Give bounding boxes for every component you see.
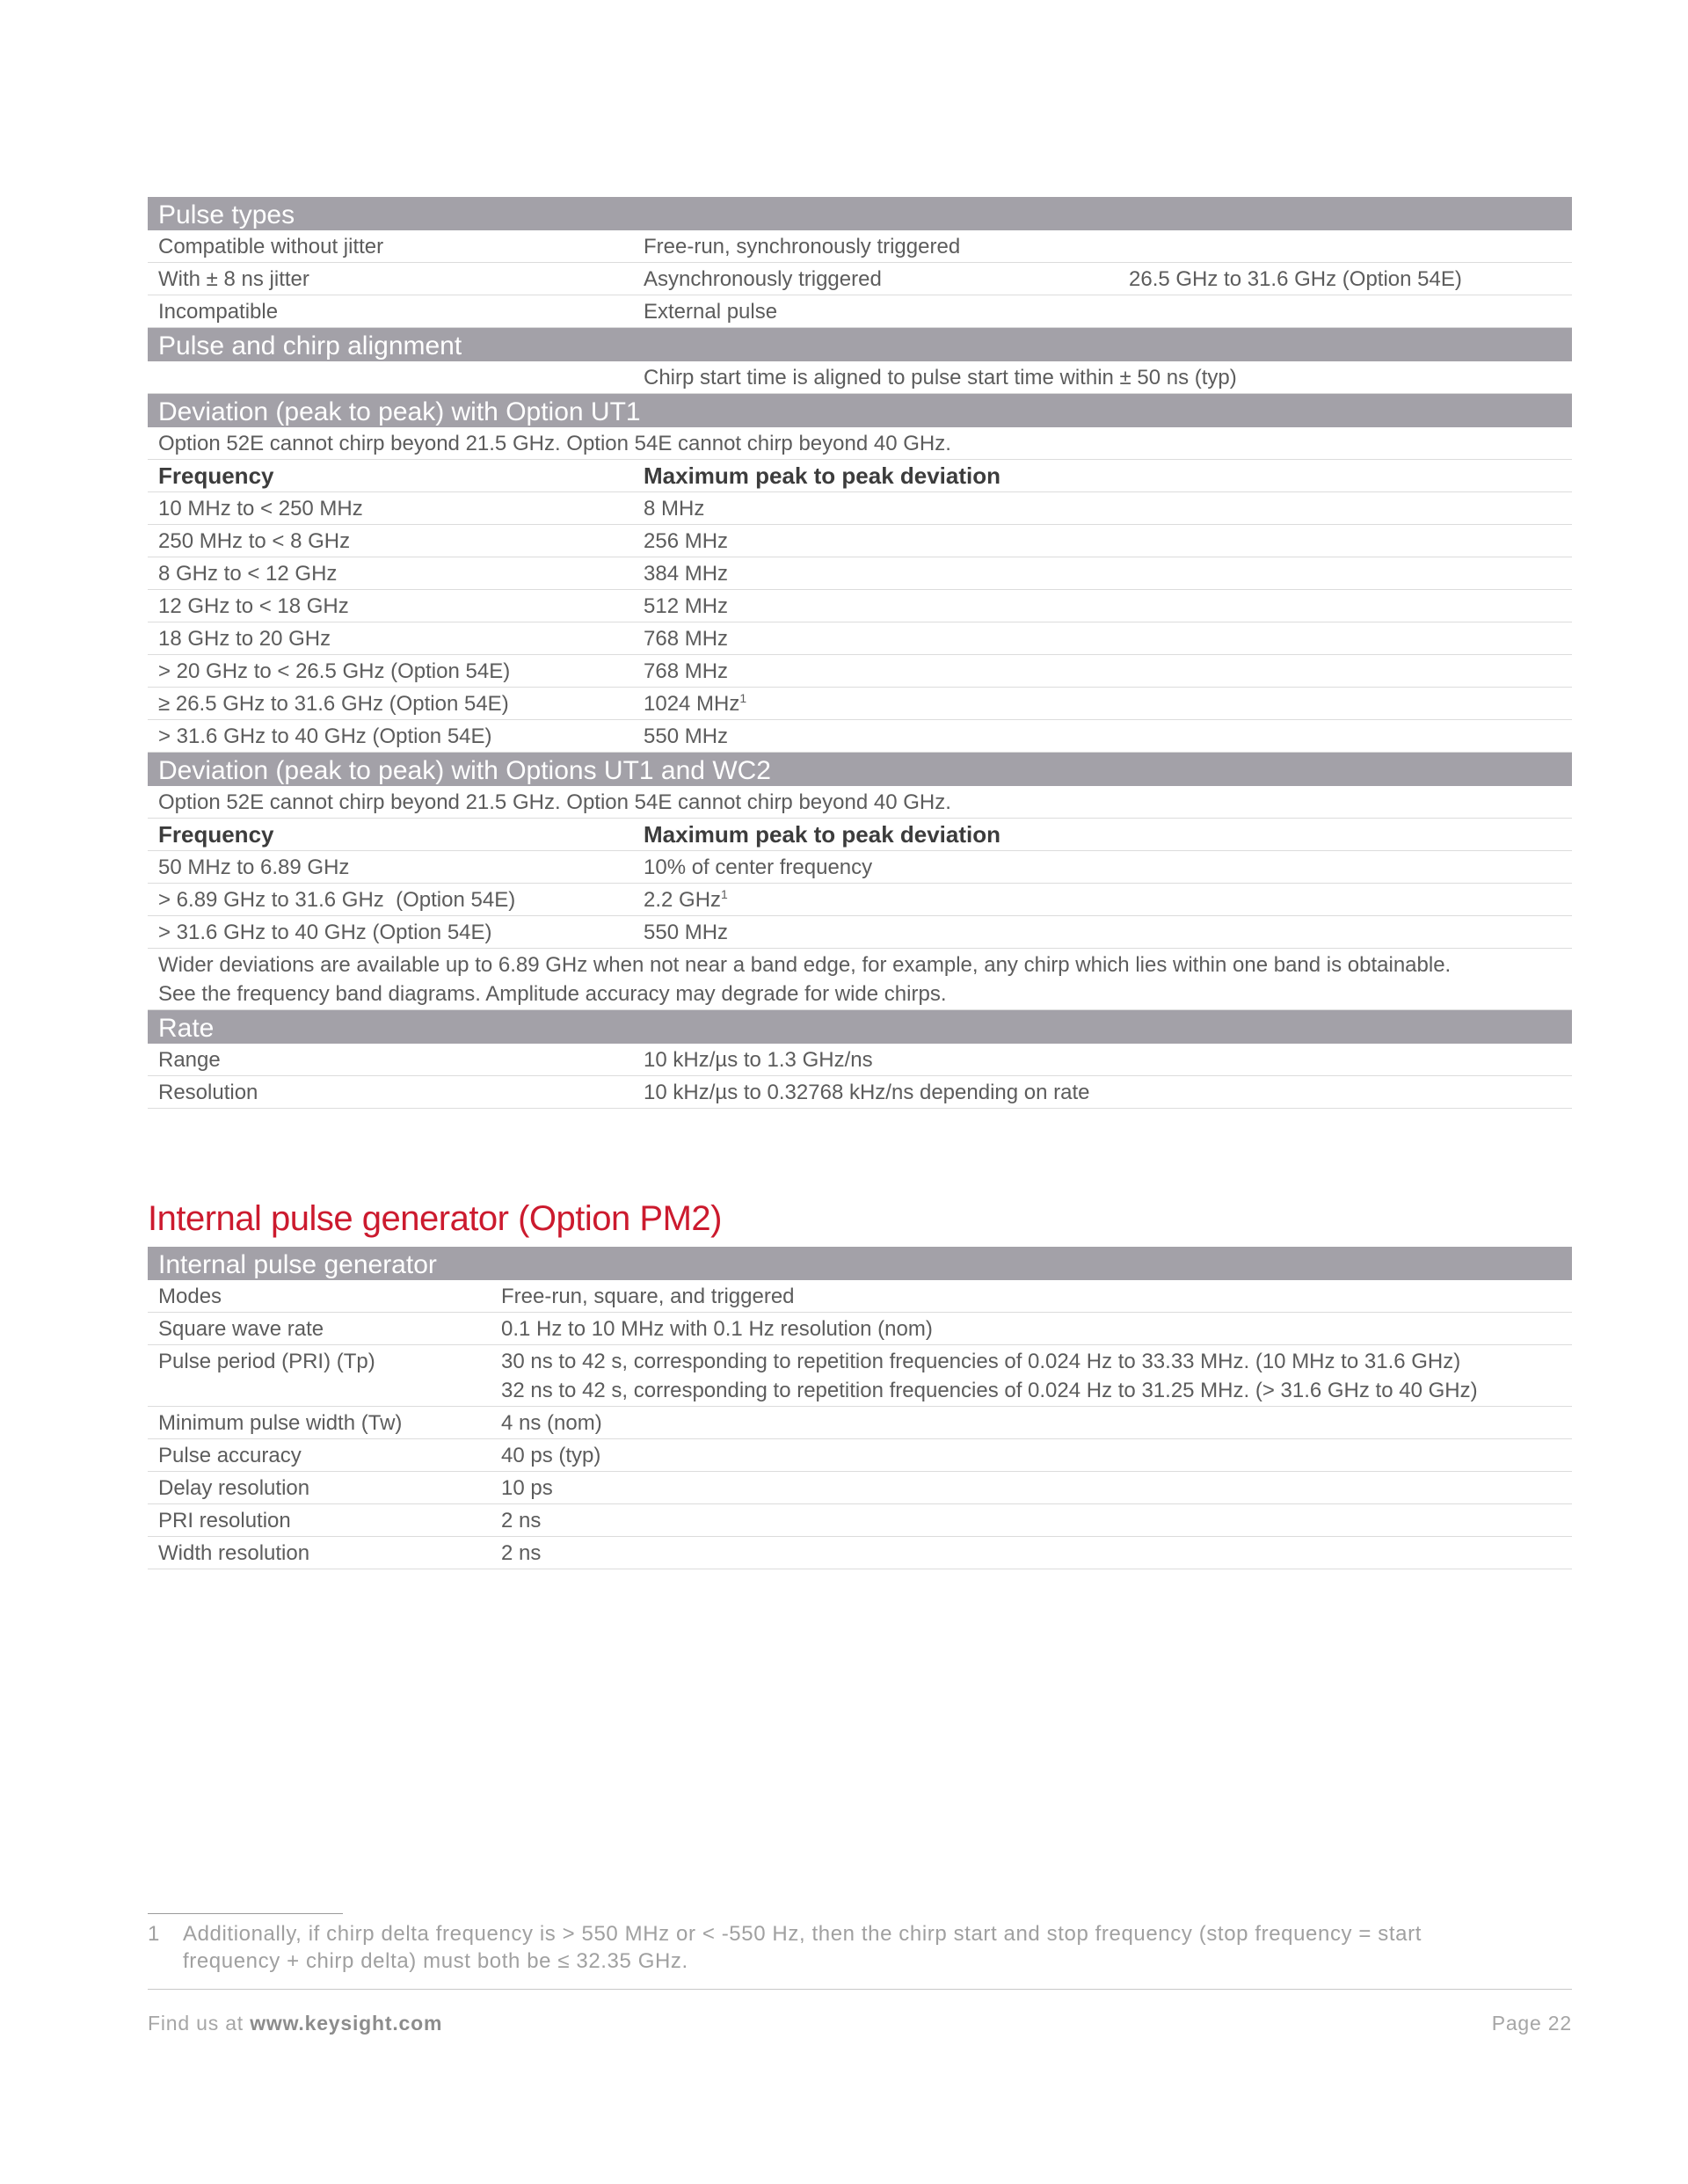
- section-header-pulse-types: Pulse types: [148, 197, 1572, 230]
- row-note: [1129, 295, 1572, 327]
- row-label: Compatible without jitter: [158, 235, 384, 258]
- pri-line: 32 ns to 42 s, corresponding to repetition frequencies of 0.024 Hz to 31.25 MHz. (> 31.6 GHz to 40 GHz): [501, 1379, 1478, 1402]
- row-label: 12 GHz to < 18 GHz: [158, 594, 349, 618]
- wide-deviation-note: [158, 950, 1572, 1009]
- footer-find-us: [148, 2012, 442, 2035]
- table-row: [148, 525, 1572, 557]
- row-label: PRI resolution: [158, 1509, 291, 1532]
- table-row: [148, 295, 1572, 328]
- table-note: [148, 427, 1572, 460]
- row-note: [1129, 230, 1572, 262]
- row-label: Incompatible: [158, 300, 279, 324]
- row-label: Pulse period (PRI) (Tp): [158, 1350, 375, 1373]
- row-value: External pulse: [644, 300, 778, 324]
- row-label: Square wave rate: [158, 1317, 324, 1341]
- table-header-row: [148, 819, 1572, 851]
- row-label: With ± 8 ns jitter: [158, 267, 309, 291]
- row-value: [644, 884, 1572, 915]
- row-label: Resolution: [158, 1081, 258, 1104]
- table-row: [148, 492, 1572, 525]
- note-line: Wider deviations are available up to 6.89 GHz when not near a band edge, for example, any chirp which lies within one band is obtainable.: [158, 953, 1452, 977]
- table-row: [148, 1044, 1572, 1076]
- table-row: [148, 655, 1572, 688]
- table-row: [148, 230, 1572, 263]
- row-value: 10 ps: [501, 1476, 553, 1500]
- row-value: Chirp start time is aligned to pulse start time within ± 50 ns (typ): [644, 366, 1237, 389]
- footnote-number: 1: [148, 1922, 160, 1946]
- row-value: 384 MHz: [644, 562, 729, 586]
- table-row: [148, 263, 1572, 295]
- row-value: 256 MHz: [644, 529, 729, 553]
- table-row: [148, 1472, 1572, 1504]
- row-label: 10 MHz to < 250 MHz: [158, 497, 363, 521]
- row-value: 4 ns (nom): [501, 1411, 602, 1435]
- table-row: [148, 1407, 1572, 1439]
- row-value: 768 MHz: [644, 659, 729, 683]
- row-label: > 31.6 GHz to 40 GHz (Option 54E): [158, 724, 492, 748]
- row-label: 250 MHz to < 8 GHz: [158, 529, 351, 553]
- value-text: 2.2 GHz: [644, 888, 722, 912]
- table-row: [148, 1076, 1572, 1109]
- column-header-frequency: Frequency: [158, 821, 274, 848]
- table-row: [148, 1313, 1572, 1345]
- table-row: [148, 688, 1572, 720]
- row-value: 512 MHz: [644, 594, 729, 618]
- row-label: 50 MHz to 6.89 GHz: [158, 855, 350, 879]
- row-value: Free-run, synchronously triggered: [644, 235, 961, 258]
- footer-divider: [148, 1989, 1572, 1990]
- row-value: Asynchronously triggered: [644, 267, 882, 291]
- note-text: Option 52E cannot chirp beyond 21.5 GHz. Option 54E cannot chirp beyond 40 GHz.: [158, 432, 951, 455]
- section-header-alignment: Pulse and chirp alignment: [148, 328, 1572, 361]
- table-row: [148, 1280, 1572, 1313]
- row-label: Modes: [158, 1285, 222, 1308]
- table-row: [148, 590, 1572, 622]
- row-label: Pulse accuracy: [158, 1444, 302, 1467]
- column-header-deviation: Maximum peak to peak deviation: [644, 462, 1001, 489]
- table-row: [148, 916, 1572, 949]
- value-text: 1024 MHz: [644, 692, 740, 716]
- website-link[interactable]: www.keysight.com: [250, 2012, 443, 2035]
- note-line: See the frequency band diagrams. Amplitude accuracy may degrade for wide chirps.: [158, 982, 947, 1006]
- row-value: 10 kHz/µs to 1.3 GHz/ns: [644, 1048, 873, 1072]
- find-us-label: Find us at: [148, 2012, 244, 2035]
- footnote-line: Additionally, if chirp delta frequency is > 550 MHz or < -550 Hz, then the chirp start and stop frequency (stop frequency = start: [183, 1922, 1422, 1946]
- row-value: 550 MHz: [644, 724, 729, 748]
- row-label: Range: [158, 1048, 221, 1072]
- note-text: Option 52E cannot chirp beyond 21.5 GHz. Option 54E cannot chirp beyond 40 GHz.: [158, 790, 951, 814]
- row-value: Free-run, square, and triggered: [501, 1285, 795, 1308]
- section-header-rate: Rate: [148, 1010, 1572, 1044]
- spec-tables: [148, 197, 1572, 1109]
- table-row: [148, 361, 1572, 394]
- row-value: 550 MHz: [644, 921, 729, 944]
- table-row: [148, 851, 1572, 884]
- row-value: [644, 688, 1572, 719]
- footnote-marker: 1: [721, 887, 728, 901]
- footnote: [148, 1920, 1572, 1975]
- row-label-empty: [158, 361, 644, 393]
- row-label: > 31.6 GHz to 40 GHz (Option 54E): [158, 921, 492, 944]
- table-row: [148, 1345, 1572, 1407]
- row-value: 8 MHz: [644, 497, 705, 521]
- row-value: 768 MHz: [644, 627, 729, 651]
- row-value: 10% of center frequency: [644, 855, 873, 879]
- row-label: 8 GHz to < 12 GHz: [158, 562, 338, 586]
- row-value: 10 kHz/µs to 0.32768 kHz/ns depending on rate: [644, 1081, 1090, 1104]
- row-label: > 20 GHz to < 26.5 GHz (Option 54E): [158, 659, 511, 683]
- row-value: [501, 1345, 1572, 1405]
- internal-pulse-table: [148, 1247, 1572, 1569]
- table-row: [148, 1504, 1572, 1537]
- table-row: [148, 1537, 1572, 1569]
- table-note: [148, 786, 1572, 819]
- footnote-text: [183, 1920, 1422, 1975]
- section-header-deviation-ut1: Deviation (peak to peak) with Option UT1: [148, 394, 1572, 427]
- row-value: 2 ns: [501, 1541, 542, 1565]
- table-row: [148, 557, 1572, 590]
- row-label: 18 GHz to 20 GHz: [158, 627, 331, 651]
- footnote-divider: [148, 1913, 343, 1914]
- row-value: 2 ns: [501, 1509, 542, 1532]
- table-row: [148, 622, 1572, 655]
- section-header-internal-pulse: Internal pulse generator: [148, 1247, 1572, 1280]
- row-label: Delay resolution: [158, 1476, 310, 1500]
- column-header-frequency: Frequency: [158, 462, 274, 489]
- table-note: [148, 949, 1572, 1010]
- table-row: [148, 720, 1572, 753]
- page-number: Page 22: [1491, 2012, 1572, 2035]
- section-title-internal-pulse: Internal pulse generator (Option PM2): [148, 1199, 722, 1238]
- column-header-deviation: Maximum peak to peak deviation: [644, 821, 1001, 848]
- row-note: 26.5 GHz to 31.6 GHz (Option 54E): [1129, 267, 1462, 291]
- row-label: > 6.89 GHz to 31.6 GHz (Option 54E): [158, 888, 516, 912]
- table-row: [148, 1439, 1572, 1472]
- row-label: ≥ 26.5 GHz to 31.6 GHz (Option 54E): [158, 692, 509, 716]
- section-header-deviation-ut1-wc2: Deviation (peak to peak) with Options UT1 and WC2: [148, 753, 1572, 786]
- footnote-marker: 1: [739, 691, 747, 705]
- pri-line: 30 ns to 42 s, corresponding to repetition frequencies of 0.024 Hz to 33.33 MHz. (10 MHz to 31.6 GHz): [501, 1350, 1461, 1373]
- table-row: [148, 884, 1572, 916]
- row-value: 40 ps (typ): [501, 1444, 601, 1467]
- row-label: Width resolution: [158, 1541, 310, 1565]
- footnote-line: frequency + chirp delta) must both be ≤ 32.35 GHz.: [183, 1949, 688, 1973]
- table-header-row: [148, 460, 1572, 492]
- row-value: 0.1 Hz to 10 MHz with 0.1 Hz resolution (nom): [501, 1317, 933, 1341]
- row-label: Minimum pulse width (Tw): [158, 1411, 403, 1435]
